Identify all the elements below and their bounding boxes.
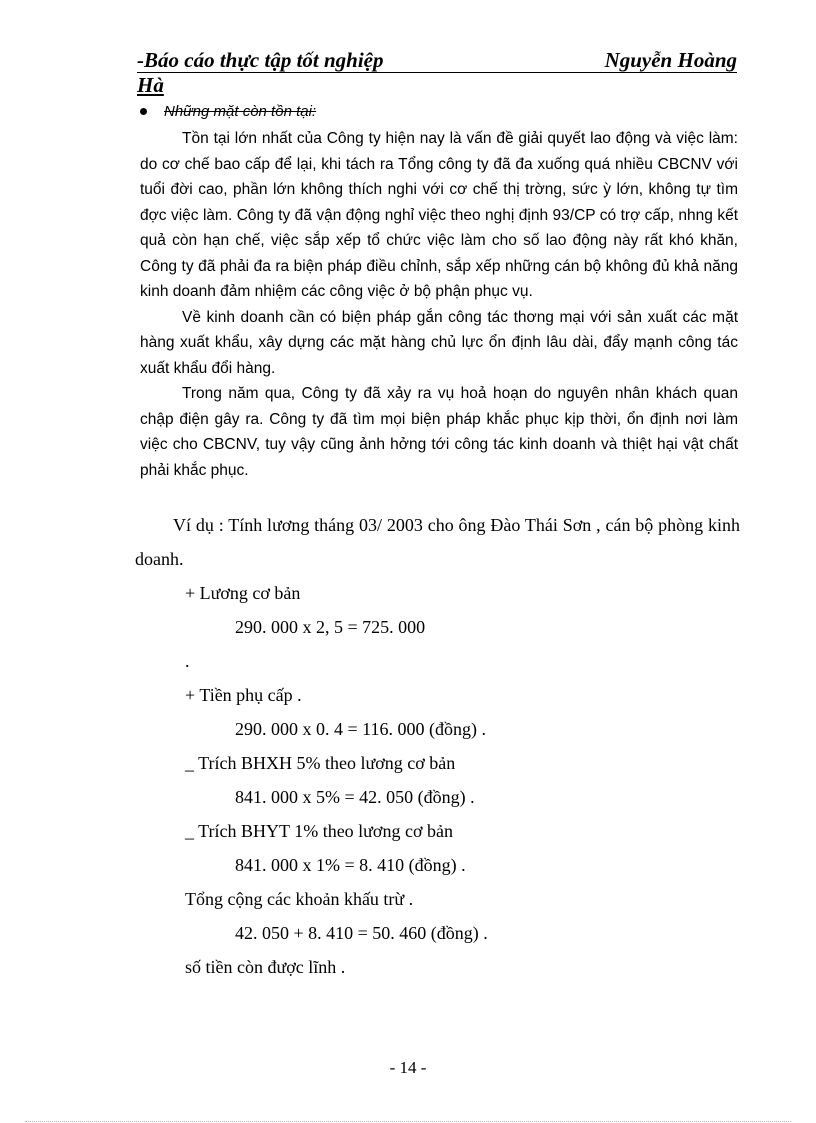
stray-dot: . bbox=[185, 651, 190, 671]
deductions-calc: 42. 050 + 8. 410 = 50. 460 (đồng) . bbox=[235, 923, 488, 943]
allowance-label: + Tiền phụ cấp . bbox=[185, 685, 302, 705]
page-header bbox=[137, 48, 737, 97]
bhxh-label: _ Trích BHXH 5% theo lương cơ bản bbox=[185, 753, 456, 773]
paragraph: Về kinh doanh cần có biện pháp gắn công tác thơng mại với sản xuất các mặt hàng xuất khẩu, xây dựng các mặt hàng chủ lực ổn định lâu dài, đẩy mạnh công tác xuất khẩu đổi hàng. bbox=[140, 308, 738, 377]
bhyt-label: _ Trích BHYT 1% theo lương cơ bản bbox=[185, 821, 453, 841]
base-salary-calc: 290. 000 x 2, 5 = 725. 000 bbox=[235, 617, 426, 637]
bullet-icon bbox=[140, 108, 147, 115]
header-report-title: -Báo cáo thực tập tốt nghiệp bbox=[137, 48, 384, 72]
example-intro: Ví dụ : Tính lương tháng 03/ 2003 cho ông Đào Thái Sơn , cán bộ phòng kinh doanh. bbox=[135, 515, 740, 569]
page-bottom-divider bbox=[25, 1121, 791, 1122]
body-paragraphs bbox=[140, 126, 738, 483]
bhyt-calc: 841. 000 x 1% = 8. 410 (đồng) . bbox=[235, 855, 466, 875]
salary-example bbox=[135, 508, 740, 984]
header-author-name: Nguyễn Hoàng bbox=[604, 48, 737, 72]
base-salary-label: + Lương cơ bản bbox=[185, 583, 301, 603]
deductions-label: Tổng cộng các khoản khấu trừ . bbox=[185, 889, 414, 909]
section-heading-label: Những mặt còn tồn tại: bbox=[164, 103, 317, 120]
section-heading bbox=[140, 103, 316, 120]
page-number: - 14 - bbox=[389, 1058, 427, 1077]
paragraph: Tồn tại lớn nhất của Công ty hiện nay là vấn đề giải quyết lao động và việc làm: do cơ chế bao cấp để lại, khi tách ra Tổng công ty đã đa xuống quá nhiều CBCNV với tuổi đời cao, phần lớn không thích nghi với cơ chế thị trờng, sức ỳ lớn, không tự tìm đợc việc làm. Công ty đã vận động nghỉ việc theo nghị định 93/CP có trợ cấp, nhng kết quả còn hạn chế, việc sắp xếp tổ chức việc làm cho số lao động này rất khó khăn, Công ty đã phải đa ra biện pháp điều chỉnh, sắp xếp những cán bộ không đủ khả năng kinh doanh đảm nhiệm các công việc ở bộ phận phục vụ. bbox=[140, 130, 738, 300]
remaining-label: số tiền còn được lĩnh . bbox=[185, 957, 346, 977]
paragraph: Trong năm qua, Công ty đã xảy ra vụ hoả hoạn do nguyên nhân khách quan chập điện gây ra. Công ty đã tìm mọi biện pháp khắc phục kịp thời, ổn định nơi làm việc cho CBCNV, tuy vậy cũng ảnh hởng tới công tác kinh doanh và thiệt hại vật chất phải khắc phục. bbox=[140, 385, 738, 479]
header-author-continuation: Hà bbox=[137, 73, 164, 97]
allowance-calc: 290. 000 x 0. 4 = 116. 000 (đồng) . bbox=[235, 719, 486, 739]
bhxh-calc: 841. 000 x 5% = 42. 050 (đồng) . bbox=[235, 787, 475, 807]
